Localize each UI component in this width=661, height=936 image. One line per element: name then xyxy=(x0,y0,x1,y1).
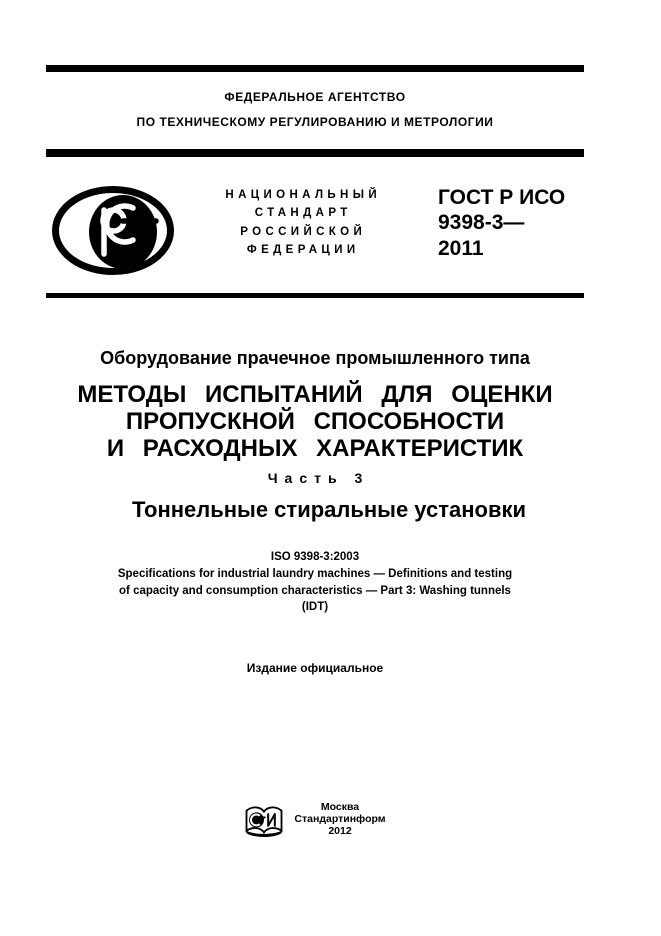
standard-designation xyxy=(438,185,565,261)
title-main xyxy=(46,381,584,462)
rst-conformity-mark-icon xyxy=(51,186,175,275)
title-subtitle: Тоннельные стиральные установки xyxy=(131,497,527,522)
horizontal-rule-lower xyxy=(46,293,584,298)
iso-reference-line: of capacity and consumption characteristics — Part 3: Washing tunnels xyxy=(119,584,511,597)
standard-type-line: СТАНДАРТ xyxy=(254,207,352,220)
imprint xyxy=(270,802,410,837)
title-group-name: Оборудование прачечное промышленного типа xyxy=(100,348,530,368)
edition-note: Издание официальное xyxy=(246,661,384,675)
iso-code: ISO 9398-3:2003 xyxy=(270,551,360,563)
title-part-label: Часть 3 xyxy=(267,470,370,486)
standard-type-line: РОССИЙСКОЙ xyxy=(240,225,367,238)
agency-name-line1: ФЕДЕРАЛЬНОЕ АГЕНТСТВО xyxy=(224,90,406,104)
horizontal-rule-top xyxy=(46,65,584,72)
imprint-publisher: Стандартинформ xyxy=(294,812,386,825)
title-main-line: ПРОПУСКНОЙ СПОСОБНОСТИ xyxy=(125,408,505,435)
standard-type-line: ФЕДЕРАЦИИ xyxy=(246,243,360,256)
title-main-line: И РАСХОДНЫХ ХАРАКТЕРИСТИК xyxy=(106,435,524,462)
standard-type-line: НАЦИОНАЛЬНЫЙ xyxy=(225,189,381,201)
iso-idt-mark: (IDT) xyxy=(301,601,329,614)
title-main-line: МЕТОДЫ ИСПЫТАНИЙ ДЛЯ ОЦЕНКИ xyxy=(77,381,553,408)
iso-reference-line: Specifications for industrial laundry machines — Definitions and testing xyxy=(117,567,513,580)
imprint-city: Москва xyxy=(320,801,360,813)
iso-reference xyxy=(46,549,584,616)
agency-name-line2: ПО ТЕХНИЧЕСКОМУ РЕГУЛИРОВАНИЮ И МЕТРОЛОГИИ xyxy=(136,115,494,129)
designation-line: 9398-3— xyxy=(438,211,525,235)
imprint-year: 2012 xyxy=(328,824,352,837)
designation-line: ГОСТ Р ИСО xyxy=(438,186,566,209)
designation-line: 2011 xyxy=(438,236,484,260)
horizontal-rule-middle xyxy=(46,149,584,157)
standard-type-label xyxy=(185,186,417,259)
